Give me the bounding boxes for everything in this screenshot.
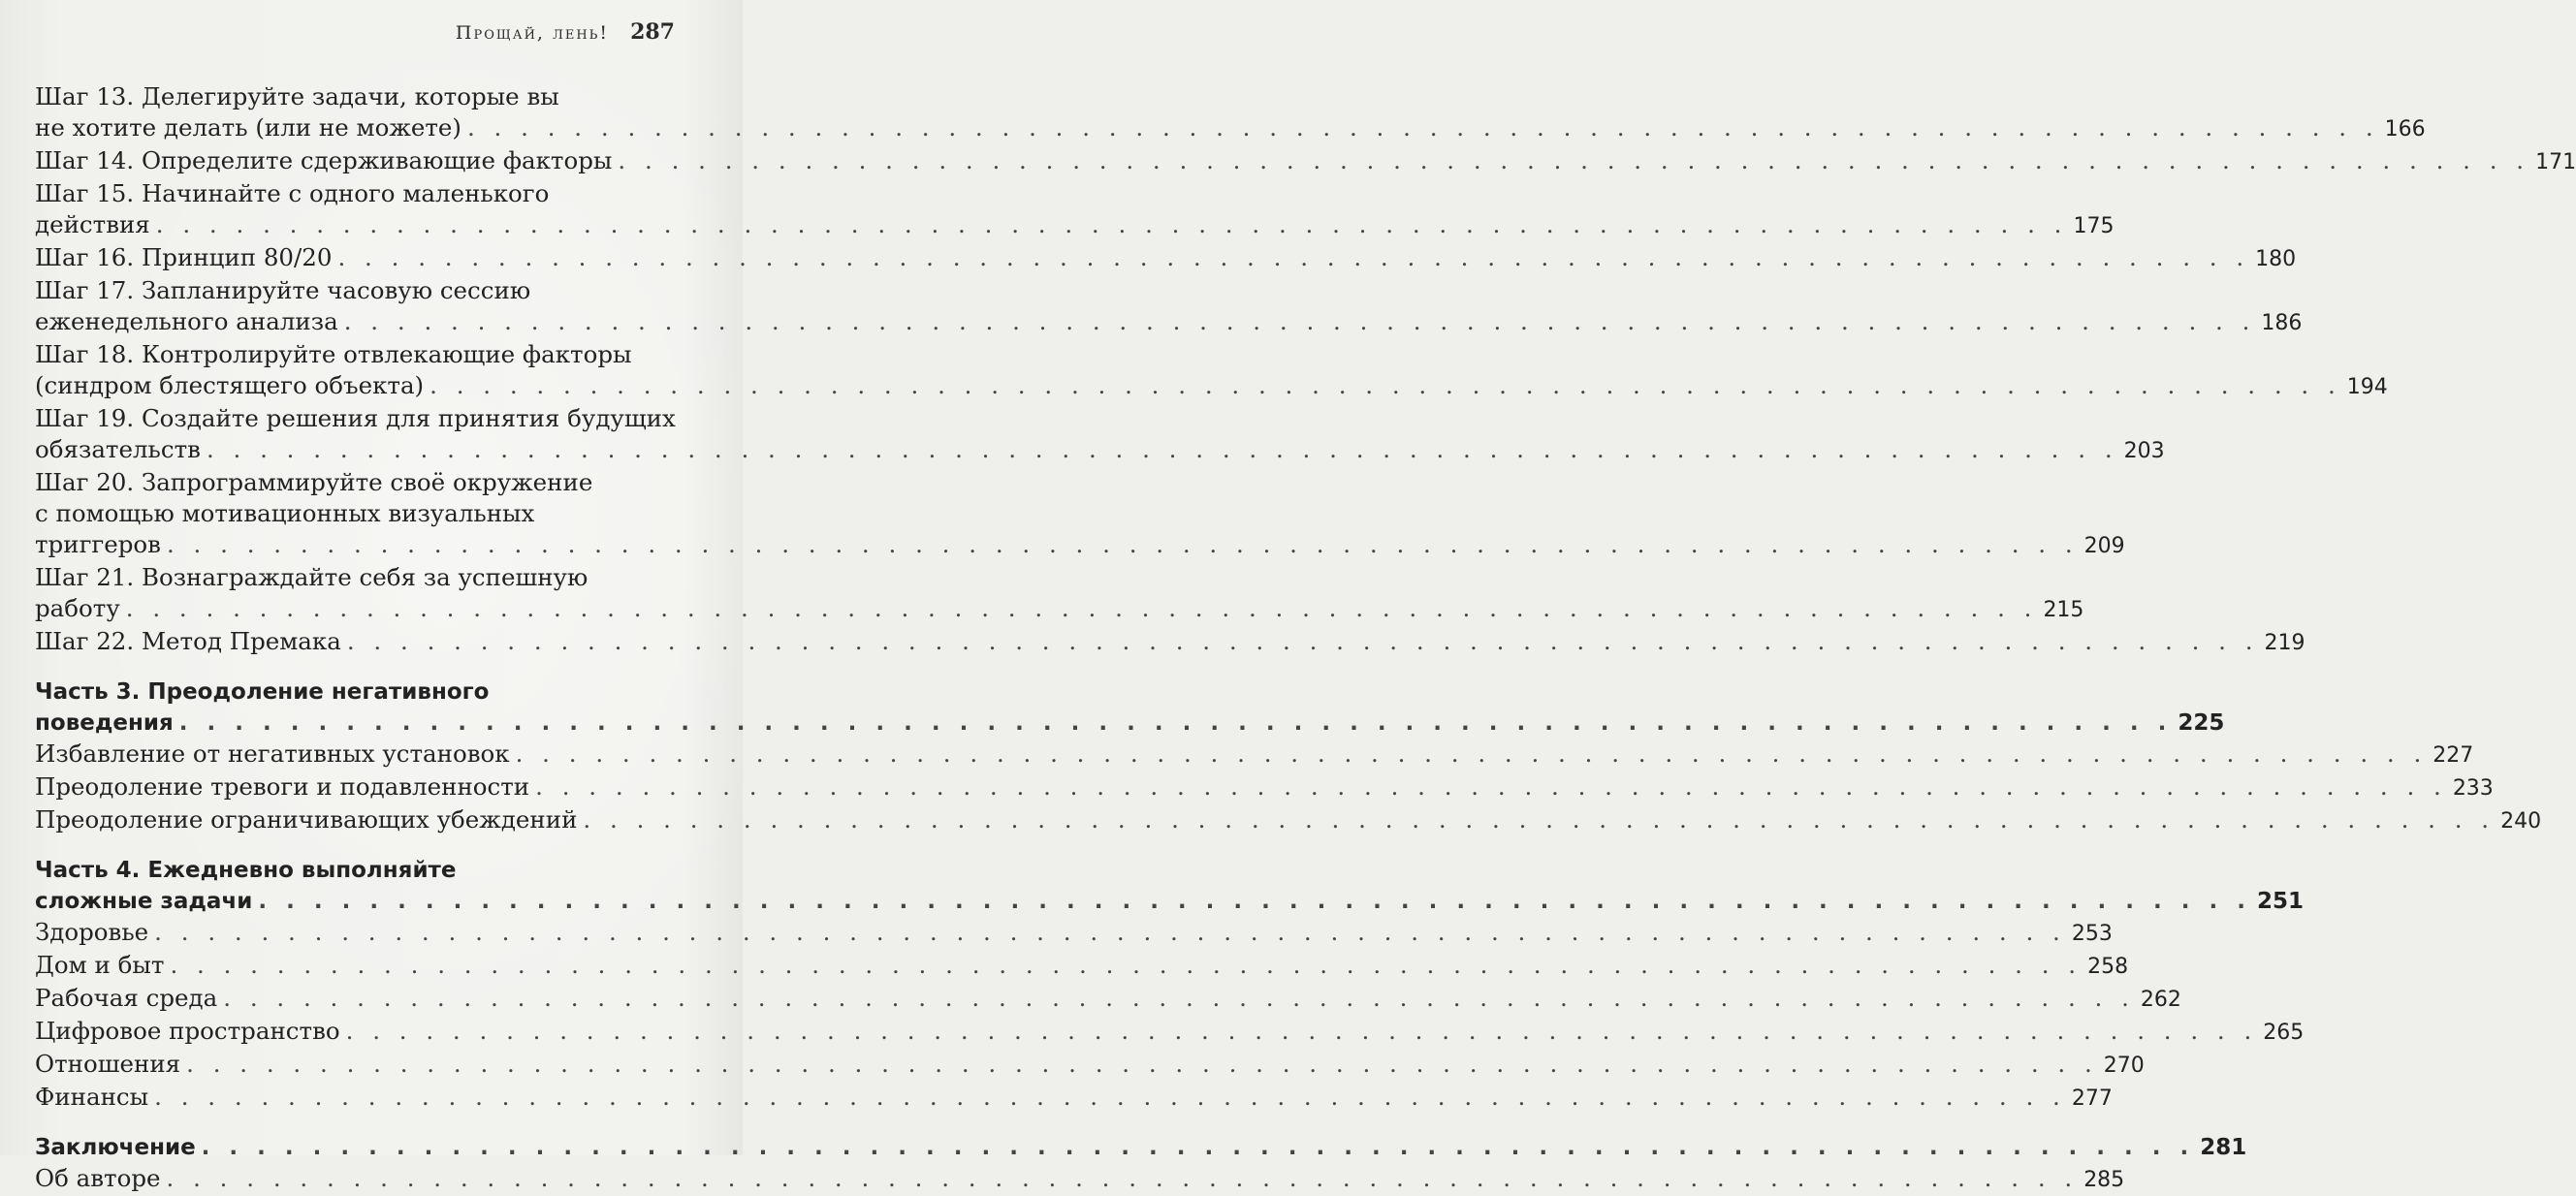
toc-entry-page: 186	[2261, 311, 2303, 335]
table-of-contents	[35, 81, 2576, 1196]
toc-entry-title-line: действия	[35, 210, 150, 238]
toc-entry-title-line: Избавление от негативных установок	[35, 740, 510, 768]
toc-entry-page: 215	[2043, 598, 2084, 622]
toc-entry-title-line: Преодоление ограничивающих убеждений	[35, 805, 578, 834]
toc-entry-title-line: триггеров	[35, 530, 161, 558]
toc-entry-home	[35, 950, 2129, 983]
toc-entry-title-line: с помощью мотивационных визуальных	[35, 499, 535, 527]
toc-entry-health	[35, 917, 2113, 950]
toc-entry-title-line: Шаг 15. Начинайте с одного маленького	[35, 179, 550, 207]
toc-entry-step-18	[35, 339, 2388, 403]
toc-entry-page: 194	[2346, 375, 2388, 399]
toc-entry-workplace	[35, 983, 2181, 1016]
dot-leader	[618, 145, 2529, 176]
toc-entry-title-line: Шаг 19. Создайте решения для принятия будущих	[35, 404, 676, 432]
toc-entry-relationships	[35, 1049, 2145, 1082]
toc-entry-title-line: Шаг 22. Метод Премака	[35, 627, 341, 655]
dot-leader	[154, 917, 2066, 948]
toc-entry-conclusion	[35, 1132, 2247, 1163]
toc-entry-part-3	[35, 677, 2225, 739]
toc-entry-title-line: поведения	[35, 710, 174, 736]
page-number: 287	[630, 19, 675, 45]
running-head	[456, 19, 675, 45]
toc-entry-page: 166	[2384, 117, 2426, 142]
toc-entry-page: 240	[2500, 809, 2542, 834]
toc-entry-title-line: Финансы	[35, 1083, 149, 1111]
toc-entry-title-line: Здоровье	[35, 918, 149, 946]
toc-entry-step-19	[35, 403, 2165, 467]
toc-entry-page: 258	[2087, 955, 2129, 979]
toc-entry-title-line: (синдром блестящего объекта)	[35, 371, 425, 399]
toc-entry-negative-attitudes	[35, 739, 2474, 771]
toc-entry-title-line: Часть 4. Ежедневно выполняйте	[35, 858, 457, 883]
toc-entry-page: 227	[2433, 743, 2474, 768]
toc-entry-title-line: Шаг 21. Вознаграждайте себя за успешную	[35, 563, 588, 591]
toc-entry-finance	[35, 1082, 2113, 1115]
dot-leader	[347, 626, 2259, 657]
toc-entry-title-line: Шаг 16. Принцип 80/20	[35, 243, 333, 271]
toc-entry-step-16	[35, 242, 2297, 275]
toc-entry-title-line: Заключение	[35, 1135, 196, 1160]
dot-leader	[186, 1049, 2098, 1080]
toc-entry-about-author	[35, 1163, 2125, 1196]
toc-entry-step-17	[35, 275, 2303, 339]
toc-entry-title-line: еженедельного анализа	[35, 307, 338, 335]
toc-entry-title-line: Шаг 13. Делегируйте задачи, которые вы	[35, 82, 559, 110]
toc-entry-step-13	[35, 81, 2426, 145]
dot-leader	[179, 708, 2173, 739]
toc-entry-page: 262	[2140, 988, 2181, 1012]
dot-leader	[344, 306, 2256, 337]
toc-entry-anxiety	[35, 771, 2494, 804]
toc-entry-title-line: Рабочая среда	[35, 984, 218, 1012]
toc-entry-title-line: обязательств	[35, 435, 201, 463]
toc-entry-page: 219	[2264, 631, 2306, 655]
toc-entry-title-line: Цифровое пространство	[35, 1017, 340, 1045]
dot-leader	[337, 242, 2249, 273]
toc-entry-title-line: сложные задачи	[35, 889, 253, 914]
dot-leader	[202, 1132, 2195, 1163]
dot-leader	[258, 886, 2251, 917]
toc-entry-step-14	[35, 145, 2576, 178]
toc-entry-title-line: работу	[35, 594, 120, 622]
toc-entry-page: 253	[2071, 922, 2113, 946]
toc-entry-step-21	[35, 562, 2084, 626]
dot-leader	[346, 1016, 2258, 1047]
toc-entry-digital-space	[35, 1016, 2305, 1049]
toc-entry-title-line: Преодоление тревоги и подавленности	[35, 772, 530, 801]
toc-entry-page: 209	[2083, 534, 2125, 558]
dot-leader	[167, 529, 2079, 560]
toc-entry-page: 203	[2123, 439, 2165, 463]
toc-entry-step-20	[35, 467, 2125, 562]
dot-leader	[516, 739, 2428, 770]
toc-entry-title-line: Дом и быт	[35, 951, 165, 979]
dot-leader	[167, 1163, 2079, 1194]
toc-entry-title-line: Шаг 17. Запланируйте часовую сессию	[35, 276, 531, 304]
toc-entry-title-line: не хотите делать (или не можете)	[35, 113, 461, 142]
toc-entry-step-15	[35, 178, 2115, 242]
toc-entry-title-line: Часть 3. Преодоление негативного	[35, 679, 490, 705]
dot-leader	[583, 804, 2495, 835]
dot-leader	[207, 434, 2118, 465]
dot-leader	[535, 771, 2447, 803]
toc-entry-page: 175	[2073, 214, 2115, 238]
toc-entry-page: 171	[2535, 150, 2576, 174]
toc-entry-page: 251	[2256, 889, 2304, 914]
dot-leader	[429, 370, 2341, 401]
dot-leader	[467, 112, 2379, 143]
toc-entry-title-line: Шаг 14. Определите сдерживающие факторы	[35, 146, 613, 174]
toc-entry-page: 281	[2200, 1135, 2247, 1160]
toc-entry-title-line: Отношения	[35, 1050, 181, 1078]
dot-leader	[223, 983, 2135, 1014]
toc-entry-page: 265	[2263, 1021, 2305, 1045]
toc-entry-page: 277	[2071, 1086, 2113, 1111]
running-head-title: Прощай, лень!	[455, 22, 610, 44]
dot-leader	[126, 593, 2038, 624]
dot-leader	[170, 950, 2082, 981]
toc-entry-title-line: Об авторе	[35, 1164, 161, 1192]
toc-entry-step-22	[35, 626, 2306, 659]
toc-entry-title-line: Шаг 18. Контролируйте отвлекающие факторы	[35, 340, 632, 368]
toc-entry-page: 233	[2452, 776, 2494, 801]
toc-entry-limiting-beliefs	[35, 804, 2542, 837]
dot-leader	[154, 1082, 2066, 1113]
toc-entry-title-line: Шаг 20. Запрограммируйте своё окружение	[35, 468, 593, 496]
toc-entry-page: 180	[2255, 247, 2297, 271]
dot-leader	[156, 209, 2068, 240]
toc-entry-page: 285	[2083, 1168, 2125, 1192]
toc-entry-part-4	[35, 855, 2304, 917]
toc-entry-page: 270	[2103, 1054, 2145, 1078]
toc-entry-page: 225	[2178, 710, 2225, 736]
